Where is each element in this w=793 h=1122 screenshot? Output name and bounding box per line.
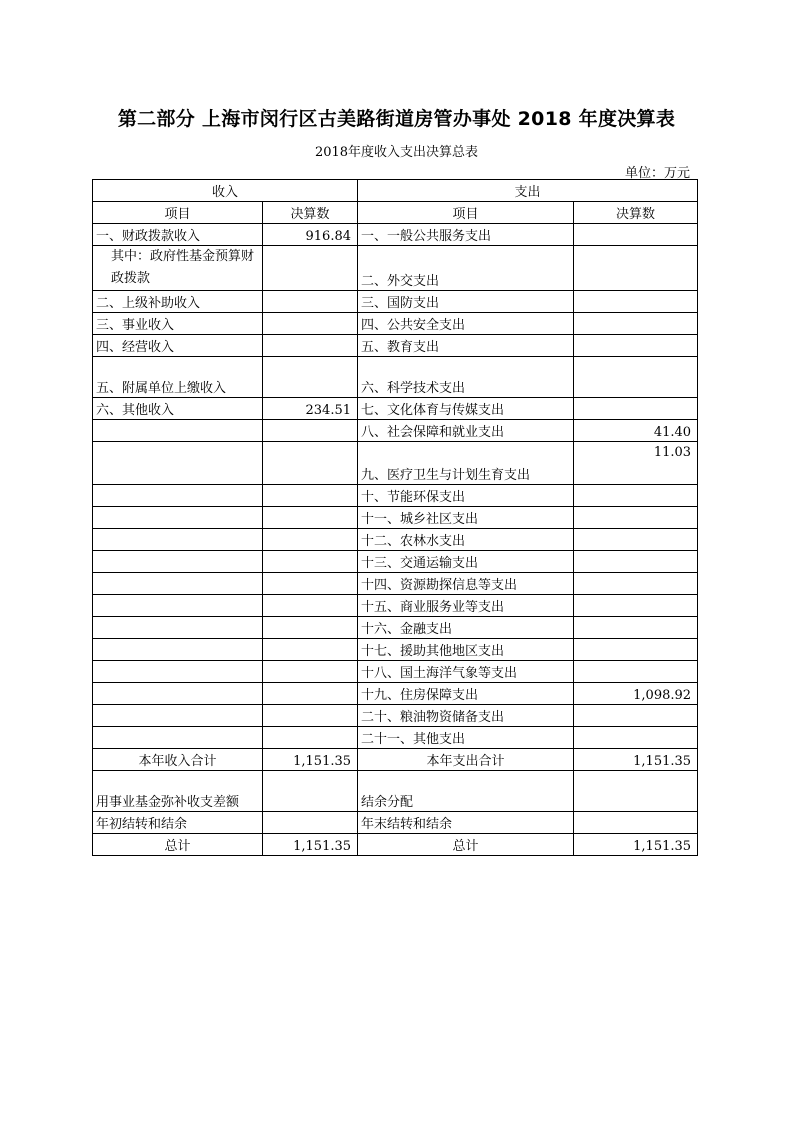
income-item (93, 705, 263, 727)
income-item: 二、上级补助收入 (93, 291, 263, 313)
expense-item: 二、外交支出 (358, 246, 574, 291)
expense-item: 八、社会保障和就业支出 (358, 420, 574, 442)
income-amount (263, 485, 358, 507)
income-subtotal-amount: 1,151.35 (263, 749, 358, 771)
income-item (93, 727, 263, 749)
income-amount (263, 595, 358, 617)
table-row (93, 335, 698, 357)
income-amount (263, 812, 358, 834)
table-row (93, 595, 698, 617)
expense-item: 七、文化体育与传媒支出 (358, 398, 574, 420)
expense-amount (574, 485, 698, 507)
income-amount (263, 639, 358, 661)
expense-item: 二十一、其他支出 (358, 727, 574, 749)
header-row-columns (93, 202, 698, 224)
income-amount (263, 442, 358, 485)
expense-item: 二十、粮油物资储备支出 (358, 705, 574, 727)
income-item: 六、其他收入 (93, 398, 263, 420)
expense-amount (574, 398, 698, 420)
expense-item: 十六、金融支出 (358, 617, 574, 639)
unit-label: 单位：万元 (624, 166, 690, 181)
expense-subtotal-label: 本年支出合计 (358, 749, 574, 771)
income-item: 五、附属单位上缴收入 (93, 357, 263, 398)
income-item (93, 507, 263, 529)
table-row (93, 683, 698, 705)
expense-item: 结余分配 (358, 771, 574, 812)
income-amount (263, 507, 358, 529)
table-row (93, 291, 698, 313)
expense-amount (574, 595, 698, 617)
income-item: 用事业基金弥补收支差额 (93, 771, 263, 812)
expense-item: 十二、农林水支出 (358, 529, 574, 551)
table-row (93, 398, 698, 420)
income-amount (263, 529, 358, 551)
expense-amount (574, 335, 698, 357)
table-row (93, 529, 698, 551)
expense-amount (574, 313, 698, 335)
income-item (93, 595, 263, 617)
header-row-sections (93, 180, 698, 202)
table-row (93, 705, 698, 727)
expense-amount (574, 507, 698, 529)
total-row (93, 834, 698, 856)
expense-item-header: 项目 (358, 202, 574, 224)
income-amount (263, 357, 358, 398)
expense-amount (574, 661, 698, 683)
expense-item: 十、节能环保支出 (358, 485, 574, 507)
expense-item: 三、国防支出 (358, 291, 574, 313)
expense-item: 年末结转和结余 (358, 812, 574, 834)
expense-amount-header: 决算数 (574, 202, 698, 224)
expense-amount (574, 727, 698, 749)
expense-amount (574, 639, 698, 661)
income-item (93, 420, 263, 442)
expense-total-label: 总计 (358, 834, 574, 856)
table-row (93, 442, 698, 485)
income-amount (263, 617, 358, 639)
expense-amount (574, 529, 698, 551)
income-total-amount: 1,151.35 (263, 834, 358, 856)
expense-amount (574, 771, 698, 812)
table-row (93, 812, 698, 834)
income-item: 一、财政拨款收入 (93, 224, 263, 246)
expense-item: 十三、交通运输支出 (358, 551, 574, 573)
expense-amount (574, 573, 698, 595)
table-row (93, 420, 698, 442)
expense-amount (574, 551, 698, 573)
expense-amount (574, 246, 698, 291)
income-item (93, 442, 263, 485)
expense-item: 一、一般公共服务支出 (358, 224, 574, 246)
expense-amount (574, 291, 698, 313)
income-amount (263, 727, 358, 749)
income-item: 其中：政府性基金预算财政拨款 (93, 246, 263, 291)
table-subtitle: 2018年度收入支出决算总表 (314, 145, 479, 160)
income-amount: 234.51 (263, 398, 358, 420)
table-row (93, 357, 698, 398)
table-row (93, 507, 698, 529)
table-row (93, 246, 698, 291)
expense-item: 四、公共安全支出 (358, 313, 574, 335)
expense-item: 六、科学技术支出 (358, 357, 574, 398)
subtotal-row (93, 749, 698, 771)
income-item (93, 617, 263, 639)
expense-item: 十一、城乡社区支出 (358, 507, 574, 529)
expense-amount (574, 705, 698, 727)
table-row (93, 639, 698, 661)
income-amount: 916.84 (263, 224, 358, 246)
table-row (93, 313, 698, 335)
expense-item: 十八、国土海洋气象等支出 (358, 661, 574, 683)
table-row (93, 617, 698, 639)
income-item (93, 639, 263, 661)
income-amount (263, 661, 358, 683)
table-row (93, 224, 698, 246)
income-total-label: 总计 (93, 834, 263, 856)
table-row (93, 551, 698, 573)
expense-item: 九、医疗卫生与计划生育支出 (358, 442, 574, 485)
expense-amount (574, 617, 698, 639)
budget-table (92, 179, 698, 856)
expense-item: 五、教育支出 (358, 335, 574, 357)
income-item (93, 683, 263, 705)
income-amount (263, 335, 358, 357)
expense-subtotal-amount: 1,151.35 (574, 749, 698, 771)
income-amount (263, 551, 358, 573)
income-item (93, 573, 263, 595)
income-amount-header: 决算数 (263, 202, 358, 224)
income-item: 年初结转和结余 (93, 812, 263, 834)
income-subtotal-label: 本年收入合计 (93, 749, 263, 771)
expense-header: 支出 (358, 180, 698, 202)
expense-item: 十七、援助其他地区支出 (358, 639, 574, 661)
table-row (93, 485, 698, 507)
income-item: 三、事业收入 (93, 313, 263, 335)
table-row (93, 771, 698, 812)
expense-item: 十四、资源勘探信息等支出 (358, 573, 574, 595)
expense-amount (574, 357, 698, 398)
expense-item: 十五、商业服务业等支出 (358, 595, 574, 617)
income-amount (263, 573, 358, 595)
income-amount (263, 291, 358, 313)
expense-item: 十九、住房保障支出 (358, 683, 574, 705)
table-row (93, 727, 698, 749)
income-amount (263, 313, 358, 335)
income-item (93, 551, 263, 573)
expense-amount: 11.03 (574, 442, 698, 485)
income-item (93, 485, 263, 507)
expense-amount: 41.40 (574, 420, 698, 442)
expense-total-amount: 1,151.35 (574, 834, 698, 856)
income-amount (263, 771, 358, 812)
expense-amount: 1,098.92 (574, 683, 698, 705)
table-row (93, 573, 698, 595)
income-amount (263, 420, 358, 442)
income-item: 四、经营收入 (93, 335, 263, 357)
page-title: 第二部分 上海市闵行区古美路街道房管办事处 2018 年度决算表 (117, 108, 676, 130)
income-header: 收入 (93, 180, 358, 202)
income-amount (263, 246, 358, 291)
income-amount (263, 683, 358, 705)
expense-amount (574, 812, 698, 834)
income-item (93, 529, 263, 551)
expense-amount (574, 224, 698, 246)
table-row (93, 661, 698, 683)
income-item (93, 661, 263, 683)
income-item-header: 项目 (93, 202, 263, 224)
income-amount (263, 705, 358, 727)
